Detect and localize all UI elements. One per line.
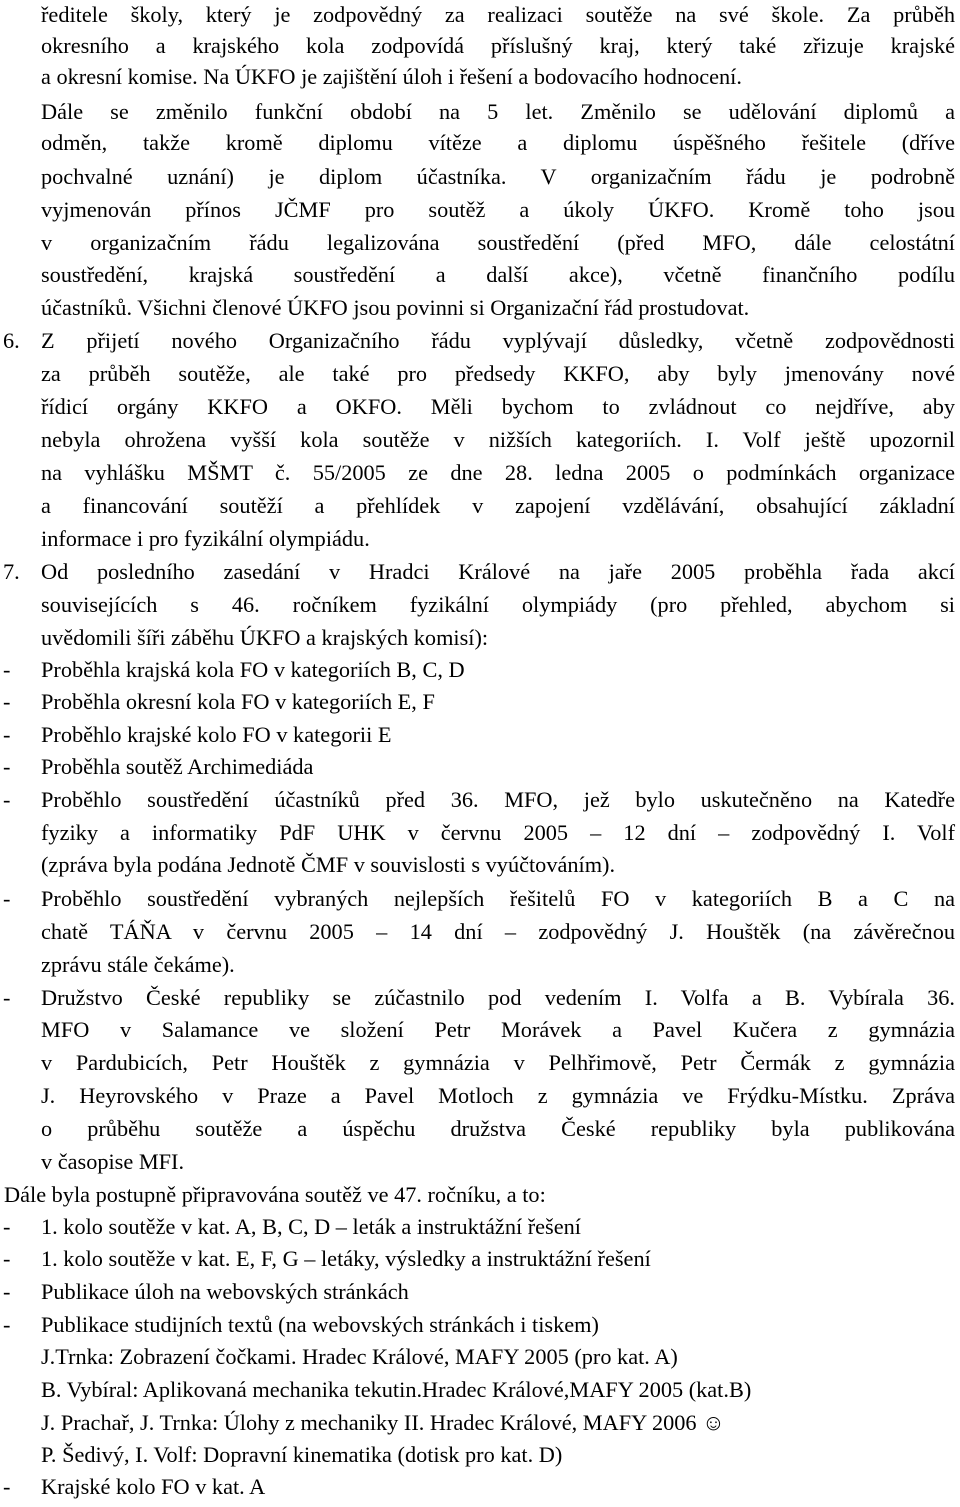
list-item: Proběhla soutěž Archimediáda bbox=[41, 754, 314, 779]
publication-line: J. Prachař, J. Trnka: Úlohy z mechaniky II. Hradec Králové, MAFY 2006 ☺ bbox=[41, 1410, 725, 1435]
dash-marker: - bbox=[3, 985, 11, 1010]
text-line: o průběhu soutěže a úspěchu družstva České republiky byla publikována bbox=[41, 1116, 955, 1141]
text-line: Dále se změnilo funkční období na 5 let. Změnilo se udělování diplomů a bbox=[41, 99, 955, 124]
list-item: Krajské kolo FO v kat. A bbox=[41, 1474, 266, 1499]
list-item: Proběhlo soustředění vybraných nejlepších řešitelů FO v kategoriích B a C na bbox=[41, 886, 955, 911]
text-line: uvědomili šíři záběhu ÚKFO a krajských komisí): bbox=[41, 625, 489, 650]
list-item: Proběhlo krajské kolo FO v kategorii E bbox=[41, 722, 392, 747]
list-item: Publikace úloh na webovských stránkách bbox=[41, 1279, 409, 1304]
text-line: MFO v Salamance ve složení Petr Morávek a Pavel Kučera z gymnázia bbox=[41, 1017, 955, 1042]
publication-line: P. Šedivý, I. Volf: Dopravní kinematika (dotisk pro kat. D) bbox=[41, 1442, 563, 1467]
list-item: Proběhla krajská kola FO v kategoriích B, C, D bbox=[41, 657, 465, 682]
text-line: řídicí orgány KKFO a OKFO. Měli bychom to zvládnout co nejdříve, aby bbox=[41, 394, 955, 419]
list-marker-6: 6. bbox=[3, 328, 20, 353]
list-item: Družstvo České republiky se zúčastnilo pod vedením I. Volfa a B. Vybírala 36. bbox=[41, 985, 955, 1010]
text-line: v Pardubicích, Petr Houštěk z gymnázia v Pelhřimově, Petr Čermák z gymnázia bbox=[41, 1050, 955, 1075]
text-line: a okresní komise. Na ÚKFO je zajištění úloh i řešení a bodovacího hodnocení. bbox=[41, 64, 742, 89]
text-line: odměn, takže kromě diplomu vítěze a diplomu úspěšného řešitele (dříve bbox=[41, 130, 955, 155]
dash-marker: - bbox=[3, 657, 11, 682]
text-line: a financování soutěží a přehlídek v zapojení vzdělávání, obsahující základní bbox=[41, 493, 955, 518]
text-line: ředitele školy, který je zodpovědný za realizaci soutěže na své škole. Za průběh bbox=[41, 2, 955, 27]
list-item: Proběhlo soustředění účastníků před 36. MFO, jež bylo uskutečněno na Katedře bbox=[41, 787, 955, 812]
text-line: účastníků. Všichni členové ÚKFO jsou povinni si Organizační řád prostudovat. bbox=[41, 295, 750, 320]
text-line: (zpráva byla podána Jednotě ČMF v souvislosti s vyúčtováním). bbox=[41, 852, 616, 877]
text-line: nebyla ohrožena vyšší kola soutěže v nižších kategoriích. I. Volf ještě upozornil bbox=[41, 427, 955, 452]
dash-marker: - bbox=[3, 722, 11, 747]
dash-marker: - bbox=[3, 886, 11, 911]
text-line: za průběh soutěže, ale také pro předsedy KKFO, aby byly jmenovány nové bbox=[41, 361, 955, 386]
text-line: soustředění, krajská soustředění a další akce), včetně finančního podílu bbox=[41, 262, 955, 287]
dash-marker: - bbox=[3, 1246, 11, 1271]
publication-line: J.Trnka: Zobrazení čočkami. Hradec Králové, MAFY 2005 (pro kat. A) bbox=[41, 1344, 678, 1369]
text-line: fyziky a informatiky PdF UHK v červnu 2005 – 12 dní – zodpovědný I. Volf bbox=[41, 820, 955, 845]
dash-marker: - bbox=[3, 1312, 11, 1337]
list-item: 1. kolo soutěže v kat. E, F, G – letáky, výsledky a instruktážní řešení bbox=[41, 1246, 651, 1271]
dash-marker: - bbox=[3, 1474, 11, 1499]
text-line: vyjmenován přínos JČMF pro soutěž a úkoly ÚKFO. Kromě toho jsou bbox=[41, 197, 955, 222]
text-line: zprávu stále čekáme). bbox=[41, 952, 235, 977]
text-line: v organizačním řádu legalizována soustředění (před MFO, dále celostátní bbox=[41, 230, 955, 255]
list-item: Proběhla okresní kola FO v kategoriích E, F bbox=[41, 689, 435, 714]
dash-marker: - bbox=[3, 787, 11, 812]
text-line: pochvalné uznání) je diplom účastníka. V organizačním řádu je podrobně bbox=[41, 164, 955, 189]
dash-marker: - bbox=[3, 754, 11, 779]
text-line: okresního a krajského kola zodpovídá příslušný kraj, který také zřizuje krajské bbox=[41, 33, 955, 58]
dash-marker: - bbox=[3, 689, 11, 714]
text-line: souvisejících s 46. ročníkem fyzikální olympiády (pro přehled, abychom si bbox=[41, 592, 955, 617]
text-line: v časopise MFI. bbox=[41, 1149, 185, 1174]
dash-marker: - bbox=[3, 1214, 11, 1239]
text-line: na vyhlášku MŠMT č. 55/2005 ze dne 28. ledna 2005 o podmínkách organizace bbox=[41, 460, 955, 485]
dash-marker: - bbox=[3, 1279, 11, 1304]
list-item: 1. kolo soutěže v kat. A, B, C, D – leták a instruktážní řešení bbox=[41, 1214, 581, 1239]
text-line: Z přijetí nového Organizačního řádu vyplývají důsledky, včetně zodpovědnosti bbox=[41, 328, 955, 353]
text-line: J. Heyrovského v Praze a Pavel Motloch z gymnázia ve Frýdku-Místku. Zpráva bbox=[41, 1083, 955, 1108]
list-item: Publikace studijních textů (na webovských stránkách i tiskem) bbox=[41, 1312, 599, 1337]
publication-line: B. Vybíral: Aplikovaná mechanika tekutin.Hradec Králové,MAFY 2005 (kat.B) bbox=[41, 1377, 752, 1402]
text-line: informace i pro fyzikální olympiádu. bbox=[41, 526, 370, 551]
text-line: Od posledního zasedání v Hradci Králové na jaře 2005 proběhla řada akcí bbox=[41, 559, 955, 584]
text-line: chatě TÁŇA v červnu 2005 – 14 dní – zodpovědný J. Houštěk (na závěrečnou bbox=[41, 919, 955, 944]
text-line: Dále byla postupně připravována soutěž ve 47. ročníku, a to: bbox=[4, 1182, 546, 1207]
list-marker-7: 7. bbox=[3, 559, 20, 584]
